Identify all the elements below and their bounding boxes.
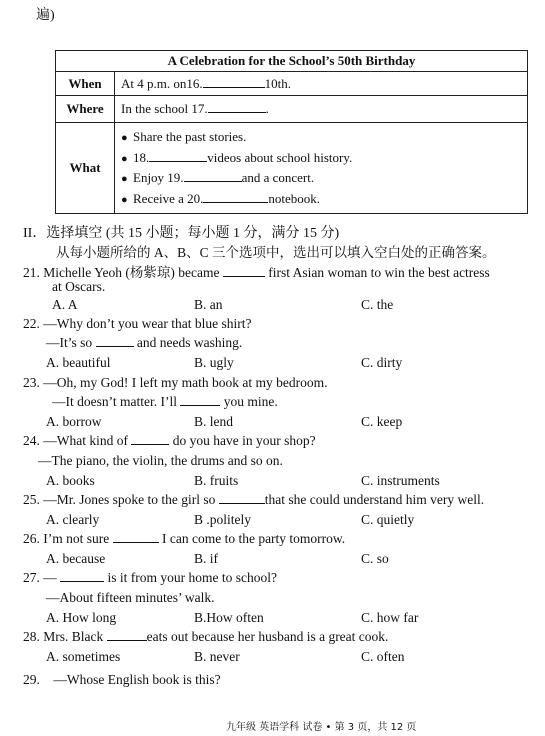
- q22-option-c[interactable]: C. dirty: [361, 355, 403, 370]
- top-note: 遍): [36, 8, 55, 23]
- question-27-line-2: —About fifteen minutes’ walk.: [46, 590, 215, 605]
- q25-option-a[interactable]: A. clearly: [46, 512, 100, 527]
- what-item: [121, 189, 521, 210]
- blank-17[interactable]: [208, 101, 266, 113]
- question-28-line-1: [23, 629, 388, 645]
- q21-option-a[interactable]: A. A: [52, 297, 78, 312]
- blank-16[interactable]: [203, 76, 265, 88]
- q28-option-b[interactable]: B. never: [194, 649, 240, 664]
- question-23-line-2: [52, 394, 278, 410]
- blank-19[interactable]: [184, 170, 242, 182]
- when-row: [56, 72, 528, 96]
- question-25-line-1: [23, 492, 484, 508]
- q26-option-a[interactable]: A. because: [46, 551, 106, 566]
- q21-option-c[interactable]: C. the: [361, 297, 394, 312]
- question-22-line-2: [46, 335, 242, 351]
- q22-text-pre: —It’s so: [46, 335, 93, 350]
- q28-option-c[interactable]: C. often: [361, 649, 405, 664]
- when-text-pre: At 4 p.m. on16.: [121, 75, 203, 91]
- when-text-post: 10th.: [264, 75, 291, 91]
- where-row: [56, 96, 528, 123]
- q28-text-post: eats out because her husband is a great cook.: [146, 629, 389, 644]
- what-row: [56, 123, 528, 214]
- what-label: What: [56, 123, 115, 214]
- q21-blank[interactable]: [223, 265, 265, 277]
- q25-text-pre: 25. —Mr. Jones spoke to the girl so: [23, 492, 216, 507]
- when-cell: [115, 72, 528, 96]
- where-label: Where: [56, 96, 115, 123]
- section-instruction: 从每小题所给的 A、B、C 三个选项中，选出可以填入空白处的正确答案。: [56, 245, 496, 260]
- what-list: [121, 127, 521, 209]
- q26-blank[interactable]: [113, 531, 159, 543]
- what-item: [121, 148, 521, 169]
- q23-text-pre: —It doesn’t matter. I’ll: [52, 394, 177, 409]
- q22-option-b[interactable]: B. ugly: [194, 355, 234, 370]
- bullet-icon: ●: [121, 132, 128, 144]
- celebration-table: [55, 50, 528, 214]
- q25-blank[interactable]: [219, 492, 265, 504]
- blank-18[interactable]: [149, 150, 207, 162]
- question-24-line-2: —The piano, the violin, the drums and so on.: [38, 453, 283, 468]
- what-item-text-pre: Receive a 20.: [133, 190, 204, 206]
- bullet-icon: ●: [121, 193, 128, 206]
- when-label: When: [56, 72, 115, 96]
- question-21-line-2: at Oscars.: [52, 279, 106, 294]
- q24-option-b[interactable]: B. fruits: [194, 473, 239, 488]
- q23-text-post: you mine.: [223, 394, 278, 409]
- q23-option-a[interactable]: A. borrow: [46, 414, 102, 429]
- page-footer: 九年级 英语学科 试卷 • 第 3 页，共 12 页: [226, 722, 417, 733]
- q22-blank[interactable]: [96, 335, 134, 347]
- q25-text-post: that she could understand him very well.: [264, 492, 485, 507]
- q24-blank[interactable]: [131, 433, 169, 445]
- question-27-line-1: [23, 570, 277, 586]
- what-item-text-pre: 18.: [133, 149, 150, 165]
- what-cell: [115, 123, 528, 214]
- q23-blank[interactable]: [180, 394, 220, 406]
- question-24-line-1: [23, 433, 316, 449]
- q24-text-pre: 24. —What kind of: [23, 433, 128, 448]
- q23-option-c[interactable]: C. keep: [361, 414, 403, 429]
- q26-option-b[interactable]: B. if: [194, 551, 219, 566]
- q21-text-pre: 21. Michelle Yeoh (杨紫琼) became: [23, 265, 220, 280]
- q28-option-a[interactable]: A. sometimes: [46, 649, 121, 664]
- q27-option-a[interactable]: A. How long: [46, 610, 117, 625]
- q25-option-b[interactable]: B .politely: [194, 512, 251, 527]
- bullet-icon: ●: [121, 173, 128, 185]
- blank-20[interactable]: [203, 191, 268, 203]
- q26-text-pre: 26. I’m not sure: [23, 531, 110, 546]
- q25-option-c[interactable]: C. quietly: [361, 512, 415, 527]
- question-21-line-1: [23, 261, 490, 281]
- question-29-line-1: 29. —Whose English book is this?: [23, 672, 221, 687]
- q28-text-pre: 28. Mrs. Black: [23, 629, 104, 644]
- q27-blank[interactable]: [60, 570, 104, 582]
- q27-text-pre: 27. —: [23, 570, 57, 585]
- what-item-text-post: notebook.: [268, 190, 321, 206]
- q24-option-c[interactable]: C. instruments: [361, 473, 440, 488]
- what-item-text-post: videos about school history.: [207, 149, 353, 165]
- q21-text-post: first Asian woman to win the best actress: [268, 265, 490, 280]
- q23-option-b[interactable]: B. lend: [194, 414, 233, 429]
- where-cell: [115, 96, 528, 123]
- q21-option-b[interactable]: B. an: [194, 297, 223, 312]
- q28-blank[interactable]: [107, 629, 147, 641]
- q26-option-c[interactable]: C. so: [361, 551, 389, 566]
- q26-text-post: I can come to the party tomorrow.: [161, 531, 346, 546]
- what-item: [121, 168, 521, 189]
- what-item-text-pre: Enjoy 19.: [133, 170, 184, 185]
- what-item-text-post: and a concert.: [241, 170, 315, 185]
- q27-text-post: is it from your home to school?: [107, 570, 277, 585]
- table-title: A Celebration for the School’s 50th Birthday: [56, 51, 528, 72]
- where-text-post: .: [265, 101, 269, 116]
- question-23-line-1: 23. —Oh, my God! I left my math book at my bedroom.: [23, 375, 328, 390]
- question-22-line-1: 22. —Why don’t you wear that blue shirt?: [23, 316, 252, 331]
- q22-option-a[interactable]: A. beautiful: [46, 355, 111, 370]
- what-item-text: Share the past stories.: [133, 129, 247, 144]
- section-heading: II．选择填空 (共 15 小题；每小题 1 分，满分 15 分): [23, 226, 340, 241]
- what-item: [121, 127, 521, 148]
- where-text-pre: In the school 17.: [121, 101, 208, 116]
- q24-text-post: do you have in your shop?: [172, 433, 316, 448]
- q22-text-post: and needs washing.: [136, 335, 243, 350]
- q24-option-a[interactable]: A. books: [46, 473, 95, 488]
- bullet-icon: ●: [121, 152, 128, 165]
- question-26-line-1: [23, 531, 345, 547]
- q27-option-b[interactable]: B.How often: [194, 610, 264, 625]
- q27-option-c[interactable]: C. how far: [361, 610, 419, 625]
